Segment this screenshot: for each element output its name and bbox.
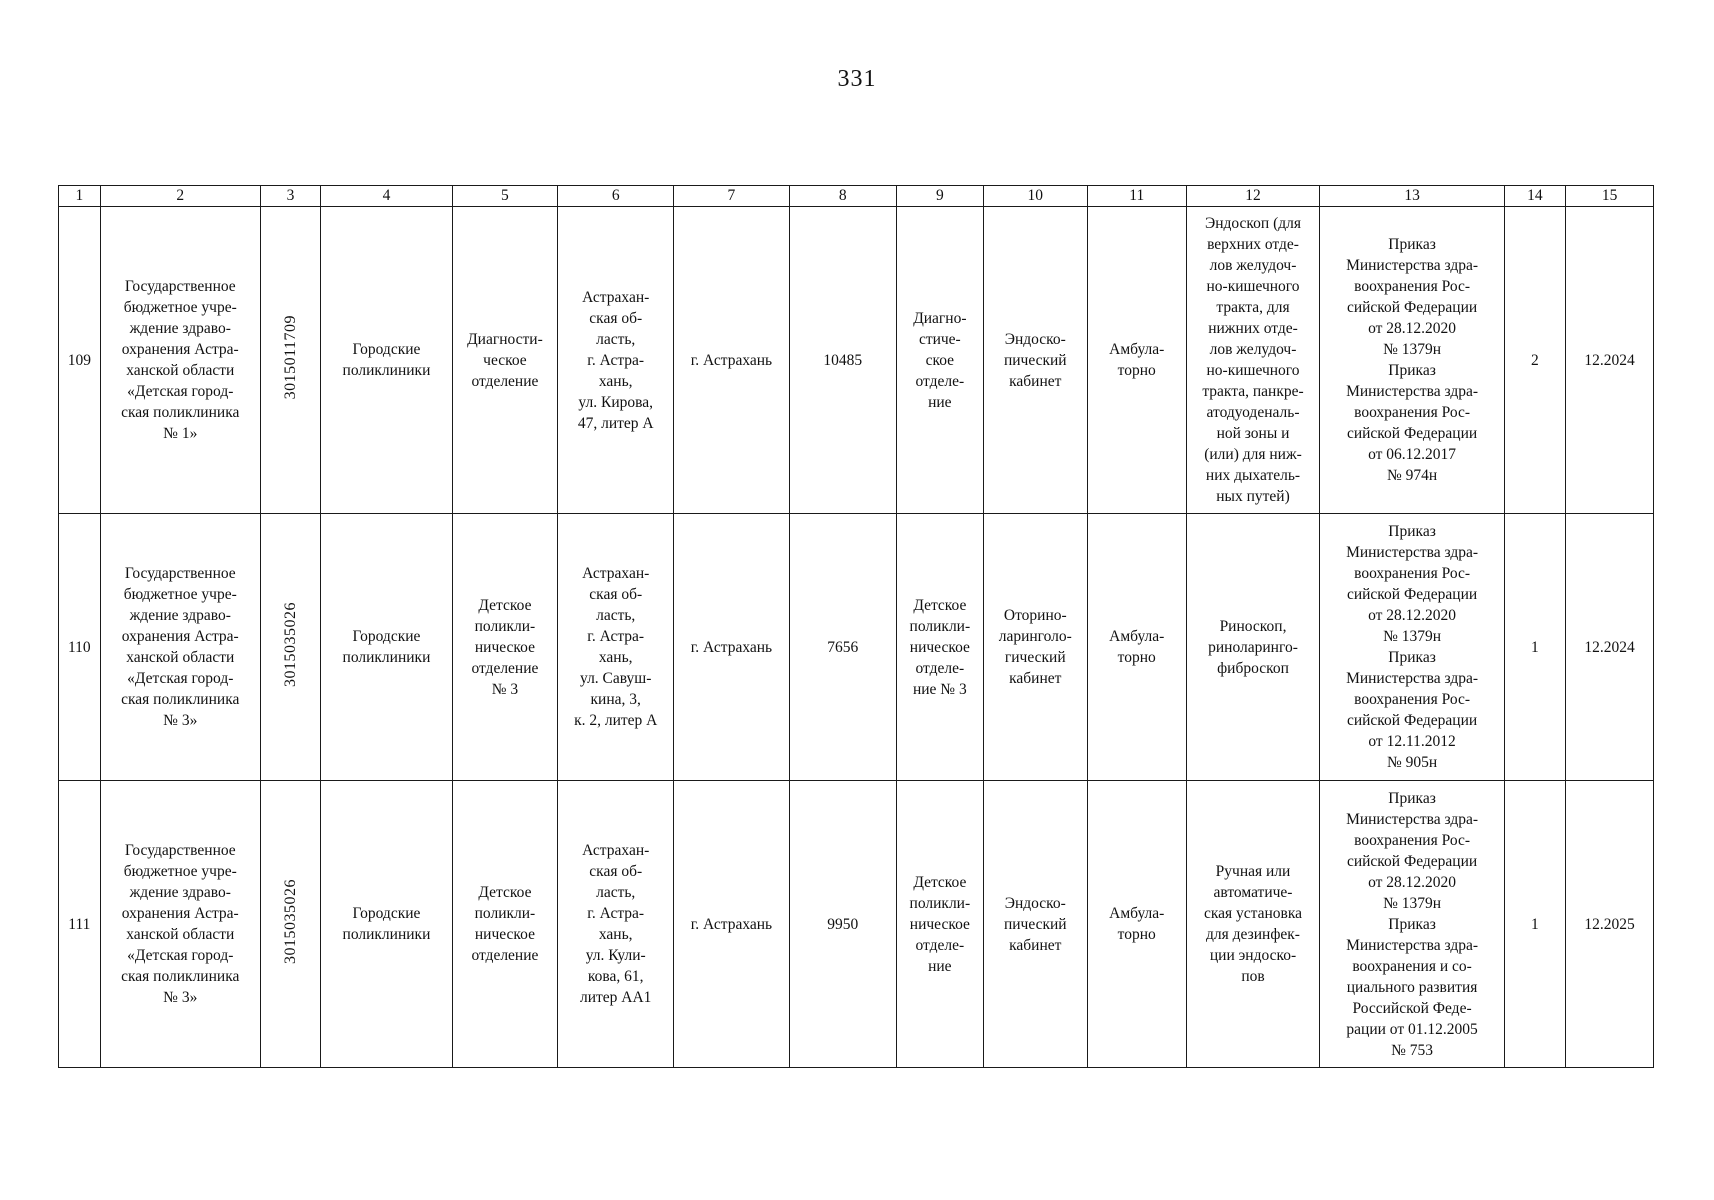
population: 9950 xyxy=(789,781,897,1068)
column-header: 5 xyxy=(452,186,557,207)
column-number-header-row xyxy=(59,186,1654,207)
subunit: Детское поликли- ническое отделе- ние xyxy=(897,781,984,1068)
organization-name: Государственное бюджетное учре- ждение здраво- охранения Астра- ханской области «Детская город- ская поликлиника № 3» xyxy=(100,781,260,1068)
equipment: Риноскоп, риноларинго- фиброскоп xyxy=(1186,514,1320,781)
table-row xyxy=(59,781,1654,1068)
inn-cell xyxy=(260,781,320,1068)
inn-value: 3015035026 xyxy=(281,601,299,687)
department: Детское поликли- ническое отделение xyxy=(452,781,557,1068)
quantity: 1 xyxy=(1504,781,1565,1068)
inn-cell xyxy=(260,514,320,781)
address: Астрахан- ская об- ласть, г. Астра- хань, ул. Кирова, 47, литер А xyxy=(558,207,674,514)
equipment: Ручная или автоматиче- ская установка для дезинфек- ции эндоско- пов xyxy=(1186,781,1320,1068)
deadline-date: 12.2025 xyxy=(1566,781,1654,1068)
address: Астрахан- ская об- ласть, г. Астра- хань, ул. Савуш- кина, 3, к. 2, литер А xyxy=(558,514,674,781)
column-header: 7 xyxy=(674,186,789,207)
column-header: 4 xyxy=(321,186,453,207)
column-header: 11 xyxy=(1087,186,1186,207)
regulatory-order: Приказ Министерства здра- воохранения Рос- сийской Федерации от 28.12.2020 № 1379н Приказ Министерства здра- воохранения Рос- сийской Федерации от 12.11.2012 № 905н xyxy=(1320,514,1504,781)
cabinet: Эндоско- пический кабинет xyxy=(983,781,1087,1068)
equipment: Эндоскоп (для верхних отде- лов желудоч- но-кишечного тракта, для нижних отде- лов желудоч- но-кишечного тракта, панкре- атодуоденаль- ной зоны и (или) для ниж- них дыхатель- ных путей) xyxy=(1186,207,1320,514)
inn-cell xyxy=(260,207,320,514)
care-type: Амбула- торно xyxy=(1087,207,1186,514)
column-header: 3 xyxy=(260,186,320,207)
deadline-date: 12.2024 xyxy=(1566,514,1654,781)
population: 7656 xyxy=(789,514,897,781)
row-number: 109 xyxy=(59,207,101,514)
row-number: 111 xyxy=(59,781,101,1068)
column-header: 2 xyxy=(100,186,260,207)
equipment-registry-table xyxy=(58,185,1654,1068)
column-header: 1 xyxy=(59,186,101,207)
page-number: 331 xyxy=(837,66,877,92)
column-header: 15 xyxy=(1566,186,1654,207)
column-header: 10 xyxy=(983,186,1087,207)
inn-value: 3015011709 xyxy=(281,314,299,400)
city: г. Астрахань xyxy=(674,514,789,781)
address: Астрахан- ская об- ласть, г. Астра- хань, ул. Кули- кова, 61, литер АА1 xyxy=(558,781,674,1068)
subunit: Детское поликли- ническое отделе- ние № 3 xyxy=(897,514,984,781)
table-row xyxy=(59,514,1654,781)
regulatory-order: Приказ Министерства здра- воохранения Рос- сийской Федерации от 28.12.2020 № 1379н Приказ Министерства здра- воохранения и со- циального развития Российской Феде- рации от 01.12.2005 № 753 xyxy=(1320,781,1504,1068)
column-header: 9 xyxy=(897,186,984,207)
column-header: 13 xyxy=(1320,186,1504,207)
facility-type: Городские поликлиники xyxy=(321,781,453,1068)
organization-name: Государственное бюджетное учре- ждение здраво- охранения Астра- ханской области «Детская город- ская поликлиника № 1» xyxy=(100,207,260,514)
quantity: 1 xyxy=(1504,514,1565,781)
facility-type: Городские поликлиники xyxy=(321,514,453,781)
column-header: 8 xyxy=(789,186,897,207)
organization-name: Государственное бюджетное учре- ждение здраво- охранения Астра- ханской области «Детская город- ская поликлиника № 3» xyxy=(100,514,260,781)
table-row xyxy=(59,207,1654,514)
department: Диагности- ческое отделение xyxy=(452,207,557,514)
city: г. Астрахань xyxy=(674,781,789,1068)
inn-value: 3015035026 xyxy=(281,878,299,964)
regulatory-order: Приказ Министерства здра- воохранения Рос- сийской Федерации от 28.12.2020 № 1379н Приказ Министерства здра- воохранения Рос- сийской Федерации от 06.12.2017 № 974н xyxy=(1320,207,1504,514)
quantity: 2 xyxy=(1504,207,1565,514)
column-header: 12 xyxy=(1186,186,1320,207)
deadline-date: 12.2024 xyxy=(1566,207,1654,514)
department: Детское поликли- ническое отделение № 3 xyxy=(452,514,557,781)
cabinet: Эндоско- пический кабинет xyxy=(983,207,1087,514)
care-type: Амбула- торно xyxy=(1087,781,1186,1068)
column-header: 14 xyxy=(1504,186,1565,207)
population: 10485 xyxy=(789,207,897,514)
row-number: 110 xyxy=(59,514,101,781)
subunit: Диагно- стиче- ское отделе- ние xyxy=(897,207,984,514)
care-type: Амбула- торно xyxy=(1087,514,1186,781)
column-header: 6 xyxy=(558,186,674,207)
city: г. Астрахань xyxy=(674,207,789,514)
facility-type: Городские поликлиники xyxy=(321,207,453,514)
cabinet: Оторино- ларинголо- гический кабинет xyxy=(983,514,1087,781)
